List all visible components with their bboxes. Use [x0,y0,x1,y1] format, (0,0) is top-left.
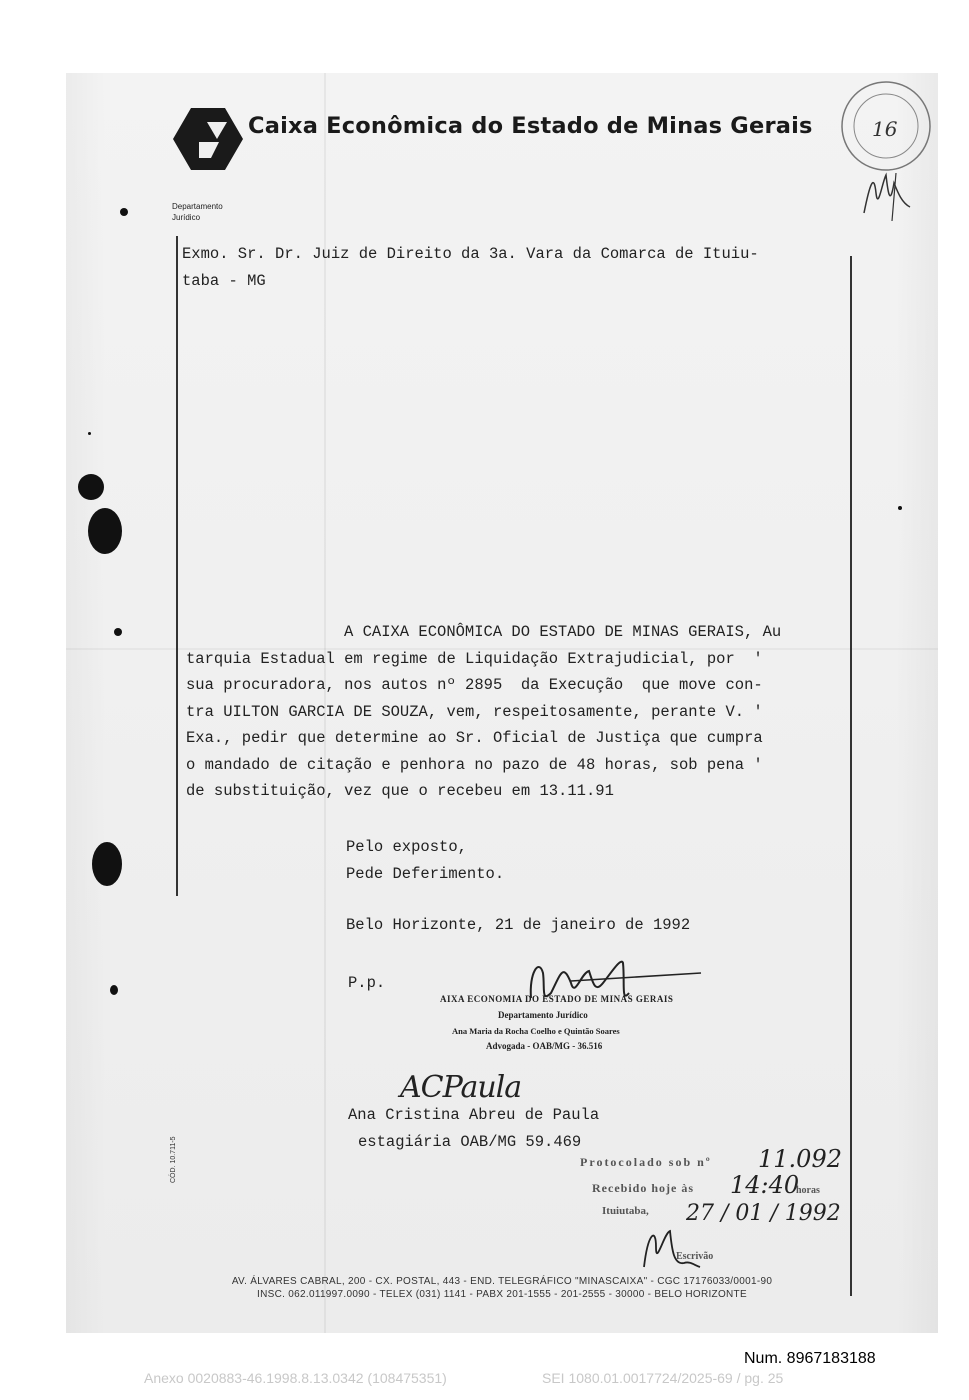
closing-line-2: Pede Deferimento. [346,865,505,883]
received-date: 27 / 01 / 1992 [686,1201,841,1226]
body-line: de substituição, vez que o recebeu em 13.11.91 [186,782,614,800]
protocol-label: Protocolado sob nº [580,1155,712,1169]
punch-hole [78,474,104,500]
speck [120,208,128,216]
addressee-line-1: Exmo. Sr. Dr. Juiz de Direito da 3a. Vara da Comarca de Ituiu- [182,245,759,263]
speck [110,985,118,995]
speck [114,628,122,636]
scanned-document [66,73,938,1333]
margin-line-left [176,236,178,896]
received-time: 14:40 [730,1171,800,1199]
clerk-label: Escrivão [676,1251,714,1262]
form-code: CÓD. 10.711-5 [170,1136,177,1183]
received-label: Recebido hoje às [592,1181,694,1195]
document-number: Num. 8967183188 [744,1350,876,1367]
place-date: Belo Horizonte, 21 de janeiro de 1992 [346,916,691,934]
clerk-signature-icon [634,1223,704,1273]
department-label: Departamento Jurídico [172,202,223,222]
sei-reference: SEI 1080.01.0017724/2025-69 / pg. 25 [542,1370,784,1386]
attorney-stamp-line-3: Ana Maria da Rocha Coelho e Quintão Soares [452,1026,620,1036]
intern-name: Ana Cristina Abreu de Paula [348,1106,600,1124]
intern-role: estagiária OAB/MG 59.469 [358,1133,582,1151]
body-line: Exa., pedir que determine ao Sr. Oficial de Justiça que cumpra [186,729,763,747]
pp-label: P.p. [348,974,386,992]
body-line: tra UILTON GARCIA DE SOUZA, vem, respeitosamente, perante V. ' [186,703,763,721]
attorney-stamp-line-1: AIXA ECONOMIA DO ESTADO DE MINAS GERAIS [440,994,674,1004]
closing-line-1: Pelo exposto, [346,838,467,856]
punch-hole [92,842,122,886]
attorney-stamp-line-2: Departamento Jurídico [498,1010,588,1020]
city-label: Ituiutaba, [602,1205,649,1217]
attorney-signature-icon [511,953,711,1013]
body-line: A CAIXA ECONÔMICA DO ESTADO DE MINAS GERAIS, Au [344,623,782,641]
body-line: tarquia Estadual em regime de Liquidação Extrajudicial, por ' [186,650,763,668]
addressee-line-2: taba - MG [182,272,266,290]
protocol-number: 11.092 [758,1145,842,1173]
body-line: o mandado de citação e penhora no pazo de 48 horas, sob pena ' [186,756,763,774]
footer-address: AV. ÁLVARES CABRAL, 200 - CX. POSTAL, 443 - END. TELEGRÁFICO "MINASCAIXA" - CGC 17176033/0001-90 [231,1276,773,1287]
bank-logo-icon [173,108,243,170]
page-mark: 16 [872,117,898,141]
bank-name: Caixa Econômica do Estado de Minas Gerais [248,113,813,139]
intern-signature: ACPaula [400,1070,522,1105]
margin-line-right [850,256,852,1296]
attorney-stamp-line-4: Advogada - OAB/MG - 36.516 [486,1041,603,1051]
speck [898,506,902,510]
body-line: sua procuradora, nos autos nº 2895 da Execução que move con- [186,676,763,694]
rubric-signature-icon [856,163,916,223]
footer-contacts: INSC. 062.011997.0090 - TELEX (031) 1141 - PABX 201-1555 - 201-2555 - 30000 - BELO HORIZONTE [257,1289,747,1300]
annex-reference: Anexo 0020883-46.1998.8.13.0342 (108475351) [144,1370,447,1386]
hours-label: horas [796,1185,820,1196]
punch-hole [88,508,122,554]
speck [88,432,91,435]
